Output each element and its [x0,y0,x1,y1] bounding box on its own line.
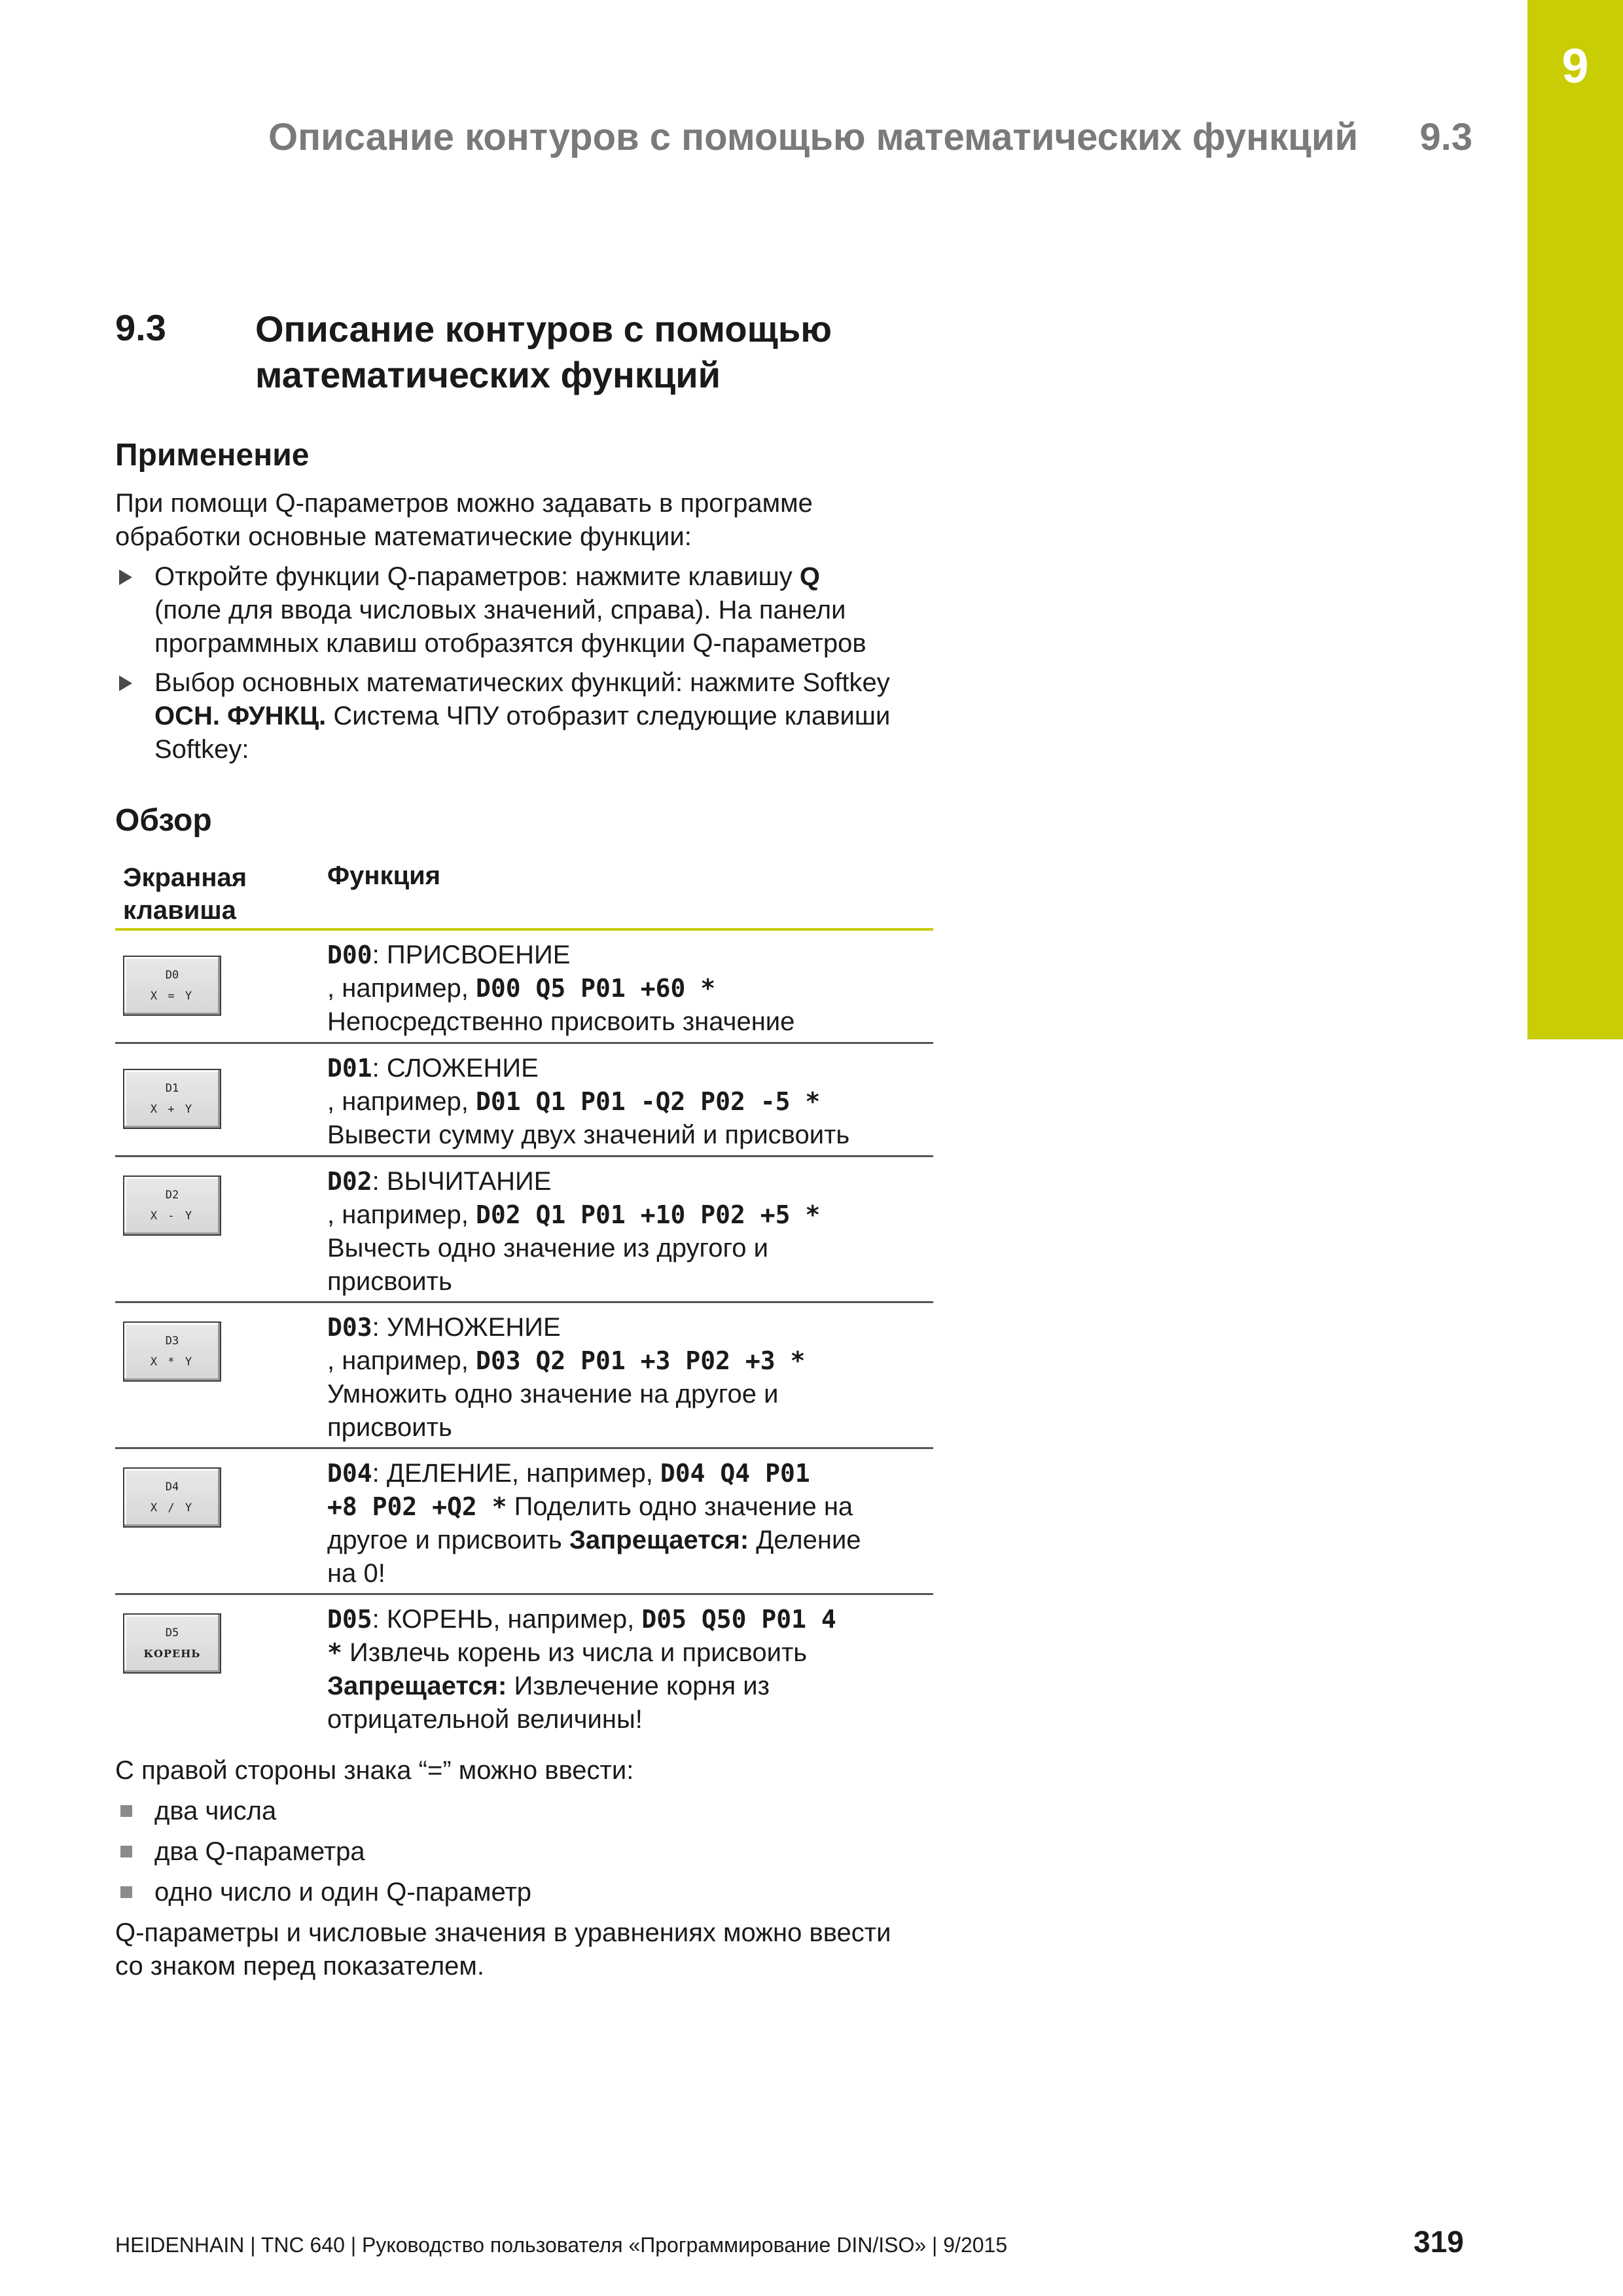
section-title-line: Описание контуров с помощью [255,308,832,350]
chapter-number: 9 [1561,39,1589,93]
text-line: со знаком перед показателем. [115,1952,485,1981]
heading-application: Применение [115,438,310,473]
square-bullet-icon [120,1805,132,1817]
softkey-d1[interactable]: D1 X + Y [123,1069,221,1129]
right-side-intro: С правой стороны знака “=” можно ввести: [115,1756,634,1785]
square-bullet-icon [120,1846,132,1857]
text-line: При помощи Q-параметров можно задавать в программе [115,489,813,518]
square-bullet-icon [120,1886,132,1898]
column-header-softkey: Экранная клавиша [123,863,247,925]
text-line: Откройте функции Q-параметров: нажмите клавишу Q [154,562,820,591]
section-title [255,306,975,398]
chapter-tab [1527,0,1623,1039]
page-number: 319 [1414,2225,1464,2259]
function-description: D00: ПРИСВОЕНИЕ , например, D00 Q5 P01 +60 * Непосредственно присвоить значение [327,941,795,1036]
function-description: D02: ВЫЧИТАНИЕ , например, D02 Q1 P01 +10 P02 +5 * Вычесть одно значение из другого и присвоить [327,1167,821,1296]
function-description: D03: УМНОЖЕНИЕ , например, D03 Q2 P01 +3 P02 +3 * Умножить одно значение на другое и присвоить [327,1313,806,1442]
table-row [115,1044,933,1157]
key-q: Q [799,562,820,591]
function-description: D04: ДЕЛЕНИЕ, например, D04 Q4 P01 +8 P02 +Q2 * Поделить одно значение на другое и присвоить Запрещается: Деление на 0! [327,1459,861,1588]
softkey-basic-functions-label: ОСН. ФУНКЦ. [154,702,327,730]
arrow-right-icon [119,675,132,691]
footer-text: HEIDENHAIN | TNC 640 | Руководство пользователя «Программирование DIN/ISO» | 9/2015 [115,2233,1008,2257]
softkey-d3[interactable]: D3 X * Y [123,1321,221,1382]
text-line: обработки основные математические функции: [115,522,692,551]
table-row [115,1449,933,1595]
table-row [115,1157,933,1303]
table-row [115,931,933,1044]
softkey-function-table [115,856,933,1739]
section-number: 9.3 [115,307,166,348]
right-side-note [115,1916,940,1983]
column-header-function: Функция [327,861,441,890]
running-header-title: Описание контуров с помощью математических функций [268,116,1359,158]
function-description: D05: КОРЕНЬ, например, D05 Q50 P01 4 * Извлечь корень из числа и присвоить Запрещается: Извлечение корня из отрицательной величины! [327,1605,836,1734]
running-header-section: 9.3 [1419,116,1472,158]
table-row [115,1303,933,1449]
table-row [115,1595,933,1739]
text-line: ОСН. ФУНКЦ. Система ЧПУ отобразит следующие клавиши [154,702,891,730]
text-line: Softkey: [154,735,249,764]
text-line: Выбор основных математических функций: нажмите Softkey [154,668,890,697]
heading-overview: Обзор [115,803,212,838]
table-header [115,856,933,931]
arrow-right-icon [119,569,132,585]
application-intro [115,487,940,554]
softkey-d2[interactable]: D2 X - Y [123,1175,221,1236]
section-title-line: математических функций [255,354,721,395]
function-description: D01: СЛОЖЕНИЕ , например, D01 Q1 P01 -Q2 P02 -5 * Вывести сумму двух значений и присвоить [327,1054,850,1149]
text-line: Q-параметры и числовые значения в уравнениях можно ввести [115,1918,891,1947]
softkey-d4[interactable]: D4 X / Y [123,1467,221,1528]
text-line: (поле для ввода числовых значений, справа). На панели [154,596,846,624]
softkey-d0[interactable]: D0 X = Y [123,956,221,1016]
text-line: программных клавиш отобразятся функции Q-параметров [154,629,866,658]
softkey-d5[interactable]: D5 КОРЕНЬ [123,1613,221,1674]
